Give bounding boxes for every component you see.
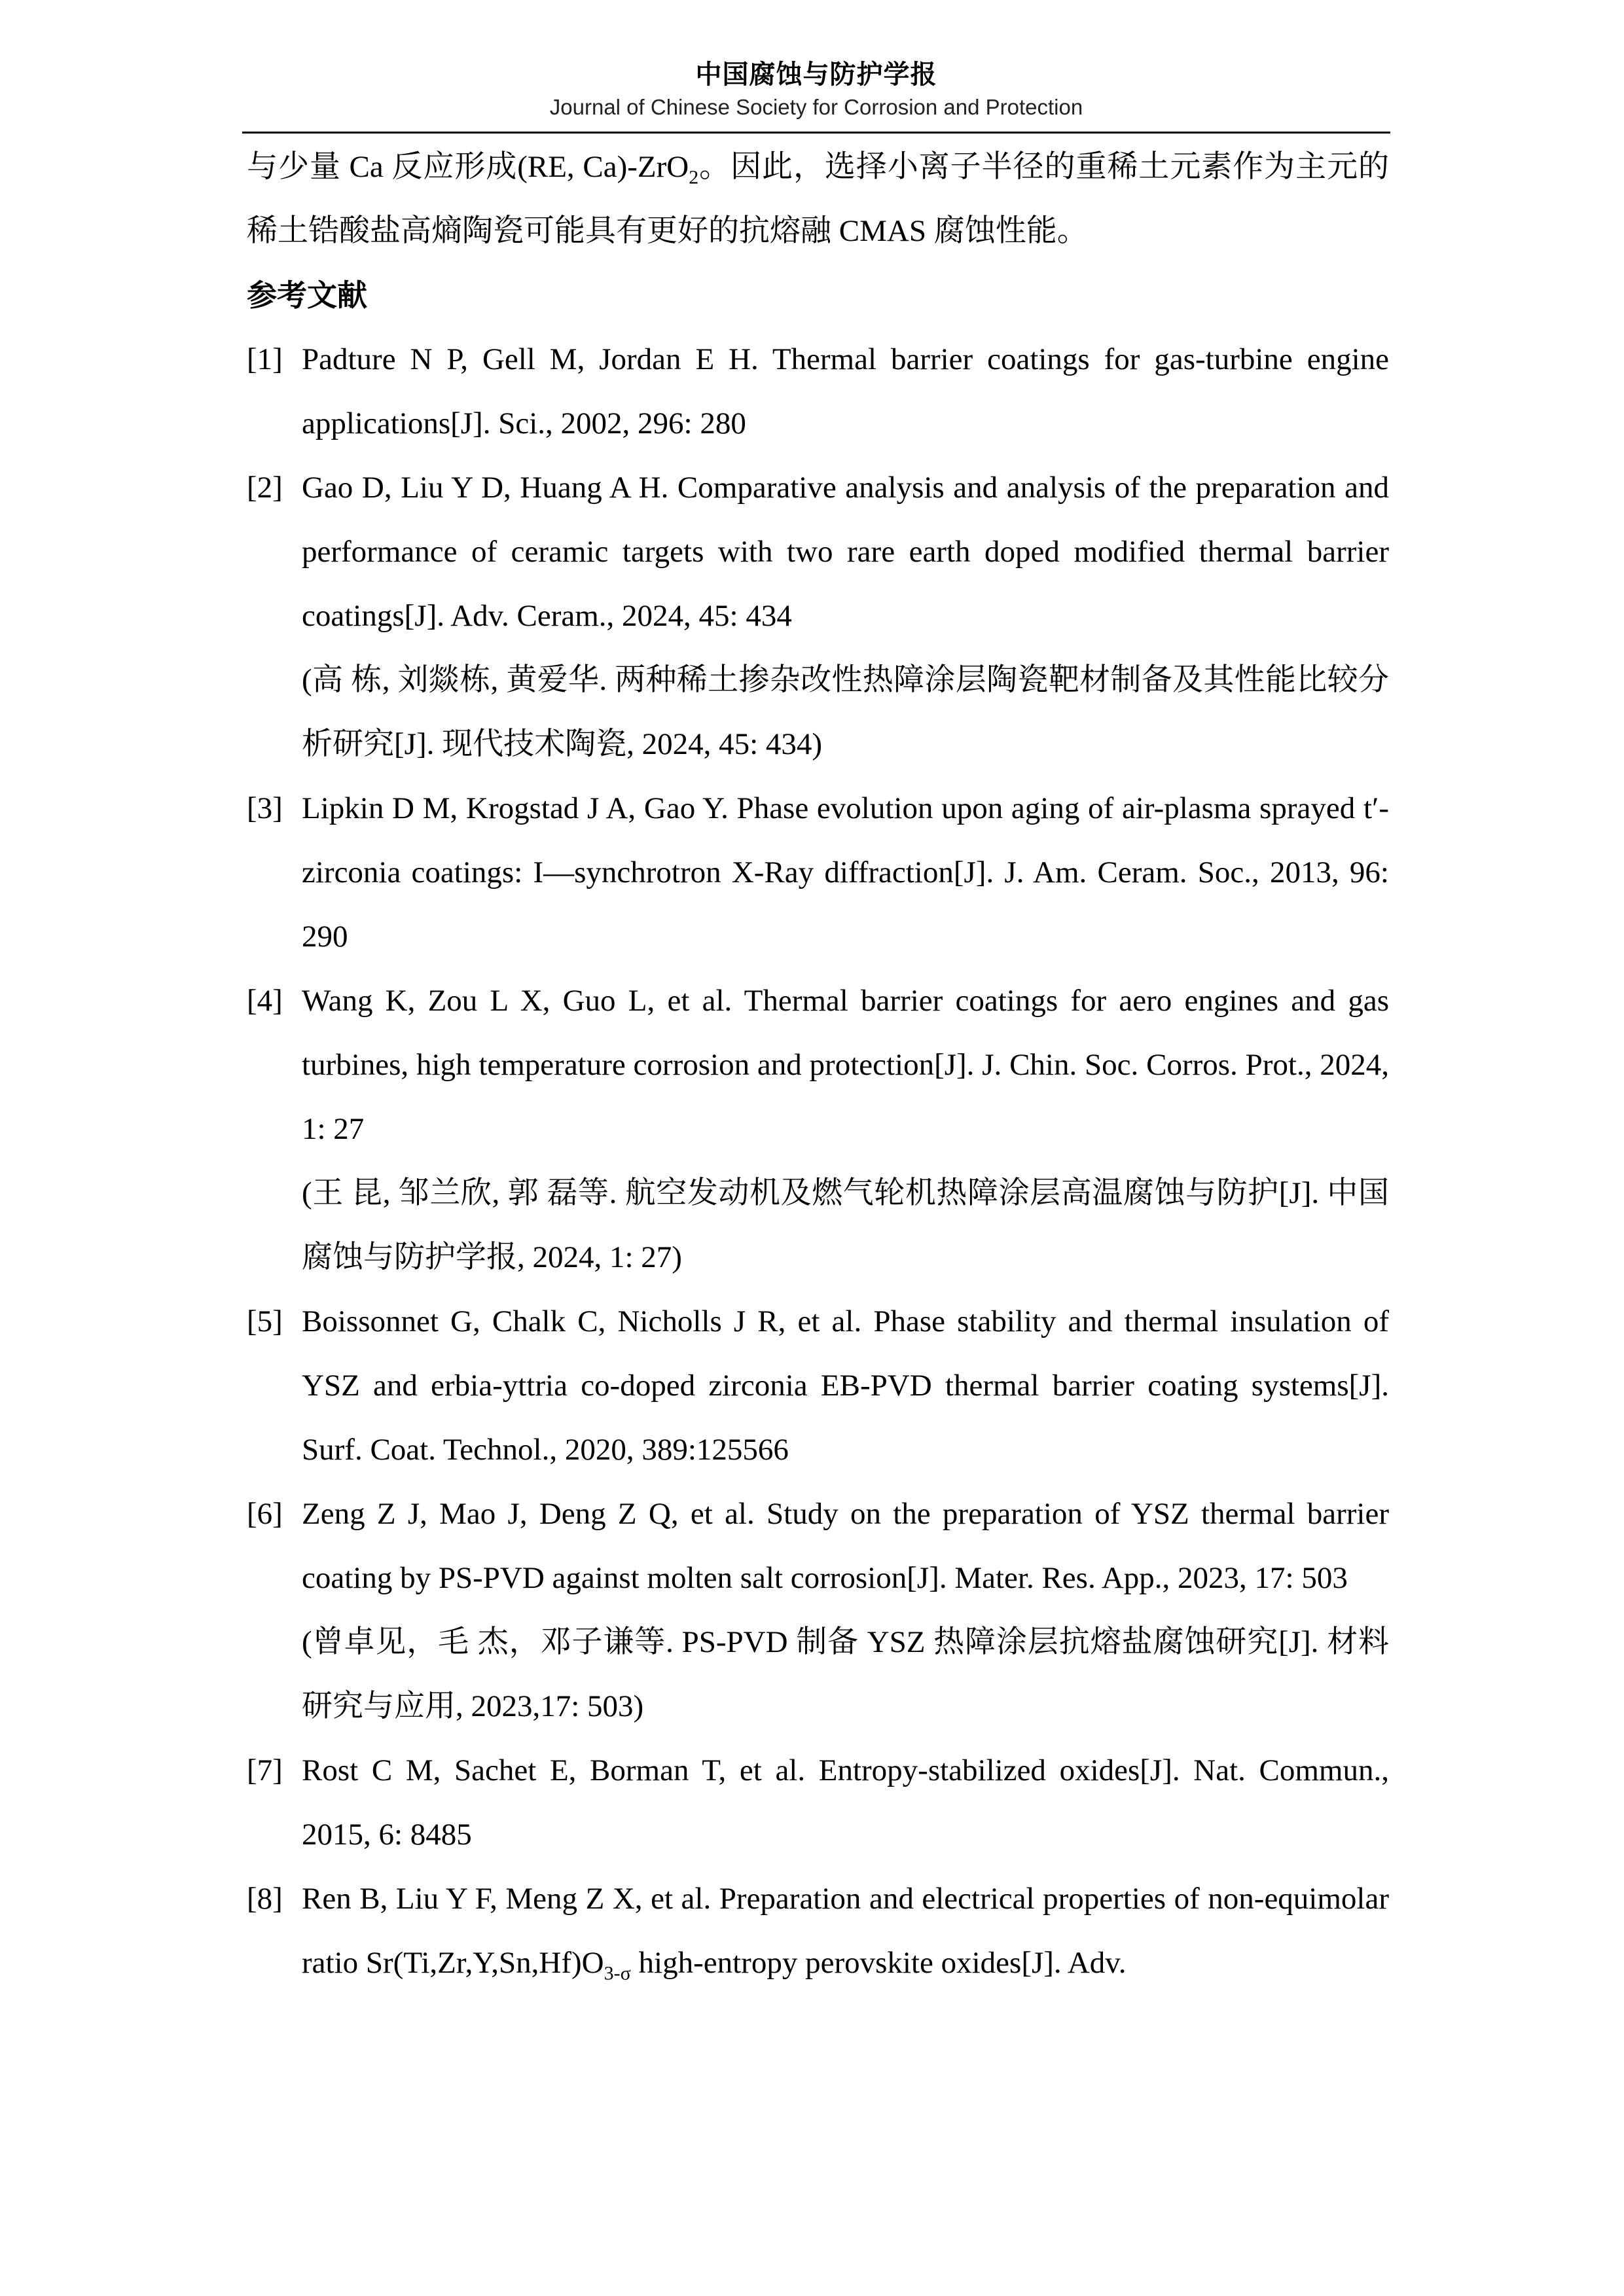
- reference-text-cn: (高 栋, 刘燚栋, 黄爱华. 两种稀土掺杂改性热障涂层陶瓷靶材制备及其性能比较分析研究[J]. 现代技术陶瓷, 2024, 45: 434): [302, 663, 1389, 761]
- reference-text-cn: (王 昆, 邹兰欣, 郭 磊等. 航空发动机及燃气轮机热障涂层高温腐蚀与防护[J]. 中国腐蚀与防护学报, 2024, 1: 27): [302, 1176, 1389, 1274]
- paragraph-subscript: 2: [689, 166, 699, 188]
- reference-item-2: [247, 456, 1389, 776]
- running-header: [242, 56, 1390, 122]
- reference-text-cn: (曾卓见，毛 杰，邓子谦等. PS-PVD 制备 YSZ 热障涂层抗熔盐腐蚀研究[J]. 材料研究与应用, 2023,17: 503): [302, 1625, 1389, 1723]
- main-text: [247, 135, 1389, 1995]
- reference-text: Boissonnet G, Chalk C, Nicholls J R, et al. Phase stability and thermal insulation of YSZ and erbia-yttria co-doped zirconia EB-PVD thermal barrier coating systems[J]. Surf. Coat. Technol., 2020, 389:125566: [302, 1304, 1389, 1467]
- header-divider: [242, 132, 1390, 134]
- reference-text-part-1: Ren B, Liu Y F, Meng Z X, et al. Preparation and electrical properties of non-equimolar ratio Sr(Ti,Zr,Y,Sn,Hf)O: [302, 1882, 1389, 1980]
- reference-text: Rost C M, Sachet E, Borman T, et al. Entropy-stabilized oxides[J]. Nat. Commun., 2015, 6: 8485: [302, 1753, 1389, 1852]
- reference-number: [5]: [247, 1304, 283, 1338]
- body-paragraph: [247, 135, 1389, 263]
- reference-text: [302, 1867, 1389, 1995]
- reference-text-part-2: high-entropy perovskite oxides[J]. Adv.: [630, 1946, 1127, 1980]
- reference-text: Zeng Z J, Mao J, Deng Z Q, et al. Study on the preparation of YSZ thermal barrier coating by PS-PVD against molten salt corrosion[J]. Mater. Res. App., 2023, 17: 503: [302, 1497, 1389, 1595]
- reference-number: [3]: [247, 791, 283, 825]
- reference-number: [6]: [247, 1497, 283, 1531]
- journal-title-cn: 中国腐蚀与防护学报: [695, 60, 937, 90]
- reference-number: [4]: [247, 984, 283, 1018]
- reference-item-1: [247, 327, 1389, 456]
- reference-text: Lipkin D M, Krogstad J A, Gao Y. Phase evolution upon aging of air-plasma sprayed t′-zirconia coatings: I—synchrotron X-Ray diffraction[J]. J. Am. Ceram. Soc., 2013, 96: 290: [302, 791, 1389, 954]
- references-heading: 参考文献: [247, 278, 367, 313]
- reference-text: Wang K, Zou L X, Guo L, et al. Thermal barrier coatings for aero engines and gas turbines, high temperature corrosion and protection[J]. J. Chin. Soc. Corros. Prot., 2024, 1: 27: [302, 984, 1389, 1146]
- paragraph-text-1: 与少量 Ca 反应形成(RE, Ca)-ZrO: [247, 150, 689, 184]
- reference-number: [8]: [247, 1882, 283, 1916]
- journal-title-en: Journal of Chinese Society for Corrosion and Protection: [549, 95, 1083, 119]
- reference-number: [7]: [247, 1753, 283, 1787]
- reference-text: Gao D, Liu Y D, Huang A H. Comparative analysis and analysis of the preparation and performance of ceramic targets with two rare earth doped modified thermal barrier coatings[J]. Adv. Ceram., 2024, 45: 434: [302, 471, 1389, 633]
- paragraph-text-2: 。因此，选择小离子半径的重稀土元素作为主元的稀土锆酸盐高熵陶瓷可能具有更好的抗熔融 CMAS 腐蚀性能。: [247, 150, 1390, 248]
- reference-item-6: [247, 1482, 1389, 1738]
- reference-item-5: [247, 1289, 1389, 1482]
- reference-item-7: [247, 1738, 1389, 1867]
- reference-item-4: [247, 969, 1389, 1289]
- reference-text: Padture N P, Gell M, Jordan E H. Thermal barrier coatings for gas-turbine engine applications[J]. Sci., 2002, 296: 280: [302, 342, 1389, 440]
- reference-number: [2]: [247, 471, 283, 505]
- reference-item-8: [247, 1867, 1389, 1995]
- reference-subscript: 3-σ: [604, 1962, 631, 1984]
- reference-number: [1]: [247, 342, 283, 376]
- reference-item-3: [247, 776, 1389, 969]
